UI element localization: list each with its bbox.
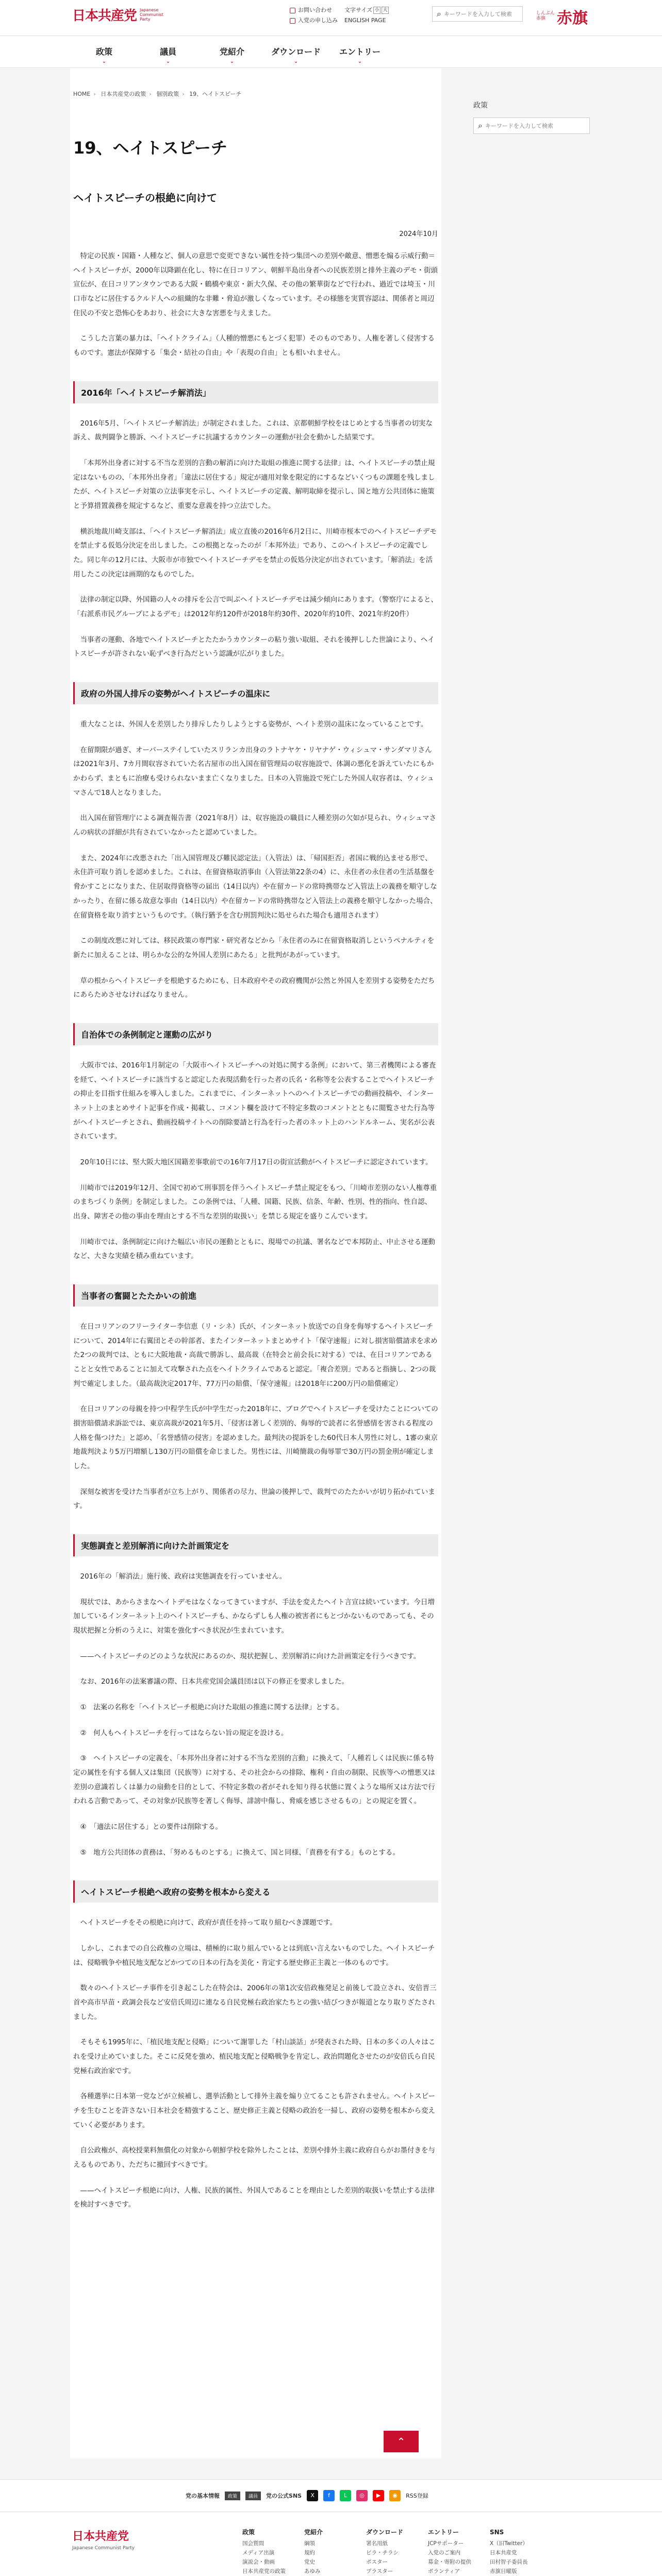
section-paragraph: 出入国在留管理庁による調査報告書（2021年8月）は、収容施設の職員に人種差別の欠如が見られ、ウィシュマさんの病状の詳細が共有されていなかったと認めていました。 [73, 814, 437, 837]
section-paragraph: ⑤ 地方公共団体の責務は、「努めるものとする」に換えて、国と同様、「責務を有する」ものとする。 [80, 1848, 400, 1857]
footer-link[interactable]: 綱領 [304, 2540, 315, 2547]
section-paragraph: 「本邦外出身者に対する不当な差別的言動の解消に向けた取組の推進に関する法律」は、ヘイトスピーチの禁止規定はないものの、「本邦外出身者」「違法に居住する」規定が適用対象を限定的にするなどいくつもの課題を残しましたが、ヘイトスピーチ対策の立法事実を示し、ヘイトスピーチの定義、解明取締を提示し、国と地方公共団体に施策と予算措置義務を規定するなど、重要な意義を持つ立法でした。 [73, 459, 435, 511]
sidebar [473, 100, 590, 134]
section-paragraph: この制度改悪に対しては、移民政策の専門家・研究者などから「永住者のみに在留資格取消しというペナルティを新たに加えることは、明らかな公的な外国人差別にあたる」と批判があがっています。 [73, 937, 435, 959]
section-paragraph: ① 法案の名称を「ヘイトスピーチ根絶に向けた取組の推進に関する法律」とする。 [80, 1703, 344, 1712]
logo-en-line: Communist [140, 12, 163, 17]
section-heading: 実態調査と差別解消に向けた計画策定を [73, 1534, 438, 1556]
article-sections [73, 381, 438, 2212]
nav-label: エントリー [339, 47, 380, 57]
section-paragraph: 現状では、あからさまなヘイトデモはなくなってきていますが、手法を変えたヘイト言宣は続いています。今日増加しているインターネット上のヘイトスピーチも、かならずしも人権の被害者にもとづかないものであっても、その現状把握と分析のうえに、対策を強化すべき状況が生まれています。 [73, 1598, 435, 1635]
section-paragraph: 自公政権が、高校授業料無償化の対象から朝鮮学校を除外したことは、差別や排外主義に政府自らがお墨付きを与えるものであり、ただちに撤回すべきです。 [73, 2146, 435, 2170]
section-paragraph: 川崎市では2019年12月、全国で初めて刑事罰を伴うヘイトスピーチ禁止規定をもつ、「川崎市差別のない人権尊重のまちづくり条例」を制定しました。この条例では、「人種、国籍、民族、信条、年齢、性別、性的指向、性自認、出身、障害その他の事由を理由とする不当な差別的取扱い」を禁じる規定を盛りこんでいます。 [73, 1183, 437, 1221]
logo-english [140, 8, 163, 22]
akahata-logo: 赤旗 [557, 9, 588, 27]
akahata-small-line: 赤旗 [536, 16, 546, 21]
youtube-icon[interactable]: ▶ [373, 2490, 384, 2501]
section-paragraph: 大阪市では、2016年1月制定の「大阪市ヘイトスピーチへの対処に関する条例」において、第三者機関による審査を経て、ヘイトスピーチに該当すると認定した表現活動を行った者の氏名・名称等を公表することでヘイトスピーチの抑止を目指す仕組みを導入しました。これまでに、インターネットへのヘイトスピーチでの動画投稿や、インターネット上のまとめサイト記事を作成・掲載し、コメント欄を設けて不特定多数のコメントとともに閲覧させた行為等がヘイトスピーチとされ、動画投稿サイトへの削除要請と行為を行った者のネット上のハンドルネーム、実名が公表されています。 [73, 1061, 436, 1141]
share-pill-members[interactable]: 議員 [245, 2492, 261, 2500]
section-paragraph: 各種選挙に日本第一党などが立候補し、選挙活動として排外主義を煽り立てることも許されません。ヘイトスピーチを生むことを許さない日本社会を精強すること、歴史修正主義と侵略の政治を一掃し、政府の姿勢を根本から変えていく必要があります。 [73, 2092, 436, 2129]
page-title: 19、ヘイトスピーチ [73, 138, 227, 158]
section-paragraph: ヘイトスピーチをその根絶に向けて、政府が責任を持って取り組むべき課題です。 [80, 1919, 337, 1927]
footer-column [242, 2528, 301, 2576]
font-large-button[interactable]: 大 [382, 7, 389, 14]
chevron-down-icon: ⌄ [166, 59, 171, 64]
footer-column [428, 2528, 487, 2576]
footer-link[interactable]: 署名用紙 [366, 2540, 388, 2547]
section-paragraph: 数々のヘイトスピーチ事件を引き起こした在特会は、2006年の第1次安倍政権発足と前後して設立され、安倍晋三首や高市早苗・政調会長など安倍氏周辺に連なる自民党極右政治家たちとの強い結びつきが報道となり取りざたされました。 [73, 1984, 437, 2021]
join-icon [290, 18, 295, 24]
section-paragraph: そもそも1995年に、「植民地支配と侵略」について謝罪した「村山談話」が発表された時、日本の多くの人々はこれを受け止めていました。そこに反発を強め、植民地支配と侵略戦争を肯定し、政治問題化させたのが安倍氏ら自民党極右政治家です。 [73, 2038, 436, 2075]
footer-link[interactable]: 田村智子委員長 [490, 2559, 528, 2565]
chevron-down-icon: ⌄ [229, 59, 235, 64]
nav-item-download[interactable] [264, 45, 328, 64]
section-paragraph: ——ヘイトスピーチのどのような状況にあるのか、現状把握し、差別解消に向けた計画策定を行うべきです。 [80, 1652, 421, 1660]
nav-label: ダウンロード [271, 47, 321, 57]
sidebar-search-input[interactable] [485, 123, 578, 129]
section-paragraph: また、2024年に改悪された「出入国管理及び難民認定法」（入管法）は、「帰国拒否」者国に戦的込ませる形で、永住許可取り消しを認めました。これは、在留資格取消事由（入管法第22条の4）に、永住者の永住者の生活基盤を脅かすことになりまた、住居取得資格等の届出（14日以内）や在留カードの常時携帯など入管法上の義務を順守しなかったり、在留に係る故意な事由（14日以内）や在留カードの常時携帯など入管法上の義務を順守しなかった場合、在留資格を取り消すというものです。（執行猶予を含む刑罰判決に処せられた場合も適用されます） [73, 854, 437, 920]
akahata-small [536, 11, 555, 22]
header-links [290, 5, 338, 26]
breadcrumb-separator: › [93, 91, 96, 97]
breadcrumb-home[interactable]: HOME [73, 91, 91, 97]
footer-brand [72, 2528, 135, 2576]
x-icon[interactable]: X [307, 2490, 318, 2501]
section-paragraph: 横浜地裁川崎支部は、「ヘイトスピーチ解消法」成立直後の2016年6月2日に、川崎市桜本でのヘイトスピーチデモを禁止する仮処分決定を出しました。この根拠となったのが「本邦外法」であり、このヘイトスピーチの定義でした。同じ年の12月には、大阪市が市独でヘイトスピーチデモを禁止の仮処分決定が出されています。「解消法」を活用したこの決定は画期的なものでした。 [73, 527, 437, 579]
nav-item-policy[interactable] [72, 45, 136, 64]
follow-label: 党の公式SNS [266, 2493, 302, 2499]
intro-paragraph: 特定の民族・国籍・人種など、個人の意思で変更できない属性を持つ集団への差別や敵意、憎悪を煽る示威行動＝ヘイトスピーチが、2000年以降顕在化し、特に在日コリアン、朝鮮半島出身者への民族差別と排外主義のデモ・街頭宣伝が、在日コリアンタウンである大阪・鶴橋や東京・新大久保、その他の繁華街などで行われ、過近では埼玉・川口市などに居住するクルド人への組織的な非難・脅迫が激しくなっています。その様態を実質容認は、関係者と周辺住民の不安と恐怖心をあおり、社会に大きな害悪を与えました。 [73, 252, 438, 317]
footer-link[interactable]: 募金・寄附の提供 [428, 2559, 471, 2565]
footer-link[interactable]: 入党のご案内 [428, 2550, 460, 2556]
section-heading: 政府の外国人排斥の姿勢がヘイトスピーチの温床に [73, 682, 438, 704]
nav-item-entry[interactable] [328, 45, 392, 64]
line-icon[interactable]: L [340, 2490, 351, 2501]
section-paragraph: 2016年の「解消法」施行後、政府は実態調査を行っていません。 [80, 1572, 287, 1581]
section-paragraph: 重大なことは、外国人を差別したり排斥したりしようとする姿勢が、ヘイト差別の温床になっていることです。 [80, 720, 428, 729]
footer-link[interactable]: 日本共産党 [490, 2550, 517, 2556]
section-paragraph: しかし、これまでの自公政権の立場は、積極的に取り組んでいるとは到底い言えないものでした。ヘイトスピーチは、侵略戦争や植民地支配などかつての日本の行為を美化・肯定する歴史修正主義と一体のものです。 [73, 1944, 435, 1967]
article-date: 2024年10月 [399, 230, 438, 238]
chevron-down-icon: ⌄ [357, 59, 362, 64]
nav-item-members[interactable] [136, 45, 200, 64]
section-paragraph: 法律の制定以降、外国籍の人々の排斥を公言で叫ぶヘイトスピーチデモは減少傾向にあります。（警察庁によると、「右派系市民グループによるデモ」は2012年約120件が2018年約30件、2020年約10件、2021年約20件） [73, 596, 438, 619]
akahata-link[interactable] [536, 5, 588, 28]
footer-column [366, 2528, 425, 2576]
section-heading: ヘイトスピーチ根絶へ政府の姿勢を根本から変える [73, 1880, 438, 1903]
section-paragraph: 草の根からヘイトスピーチを根絶するためにも、日本政府やその政府機関が公然と外国人を差別する姿勢をただちにあらためさせなければなりません。 [73, 976, 435, 999]
site-footer [0, 2512, 662, 2576]
nav-item-about[interactable] [200, 45, 264, 64]
font-small-button[interactable]: 小 [373, 7, 380, 14]
section-paragraph: ③ ヘイトスピーチの定義を、「本邦外出身者に対する不当な差別的言動」に換えて、「人種若しくは民族に係る特定の属性を有する個人又は集団（民族等）に対する、その社会からの排除、権利・自由の制限、民族等への憎悪又は差別の意識若しくは暴力の扇動を目的として、不特定多数の者がそれを知り得る状態に置くような場所又は方法で行われる言動であって、その対象が民族等を著しく侮辱、誹謗中傷し、脅威を感じさせるもの」との規定を置く。 [73, 1754, 435, 1806]
section-paragraph: 在日コリアンのフリーライター李信恵（リ・シネ）氏が、インターネット放送での自身を侮辱するヘイトスピーチについて、2014年に右翼団とその幹部者、またインターネットまとめサイト「保守速報」に対し損害賠償請求を求めた2つの裁判では、ともに大阪地裁・高裁で勝訴し、最高裁（在特会と前会長に対する）では、在日コリアンであることと女性であることに加えて攻撃された点をヘイトクライムであると認定。「複合差別」であると指摘し、2つの裁判で確定しました。（最高裁決定2017年、77万円の賠償、「保守速報」は2018年に200万円の賠償確定） [73, 1322, 438, 1388]
contact-link[interactable] [290, 5, 338, 15]
facebook-icon[interactable]: f [323, 2490, 335, 2501]
nav-label: 政策 [95, 47, 112, 57]
footer-link[interactable]: メディア出演 [242, 2550, 275, 2556]
footer-link[interactable]: 演説会・動画 [242, 2559, 275, 2565]
font-size-control [344, 5, 389, 26]
logo-en-line: Party [140, 17, 151, 22]
footer-column-heading: 党紹介 [304, 2529, 323, 2536]
section-heading: 2016年「ヘイトスピーチ解消法」 [73, 381, 438, 403]
nav-label: 党紹介 [219, 47, 244, 57]
footer-link[interactable]: JCPサポーター [428, 2540, 464, 2547]
intro-paragraph: こうした言葉の暴力は、「ヘイトクライム」（人種的憎悪にもとづく犯罪）そのものであり、人権を著しく侵害するものです。憲法が保障する「集会・結社の自由」や「表現の自由」とも相いれません。 [73, 334, 435, 358]
article-subtitle: ヘイトスピーチの根絶に向けて [73, 192, 217, 204]
footer-link[interactable]: ポスター [366, 2559, 388, 2565]
chevron-down-icon: ⌄ [293, 59, 299, 64]
site-header [0, 0, 662, 36]
breadcrumb-separator: › [182, 91, 185, 97]
footer-column-heading: 政策 [242, 2529, 255, 2536]
english-page-link[interactable]: ENGLISH PAGE [344, 17, 386, 24]
footer-link[interactable]: ビラ・チラシ [366, 2550, 399, 2556]
footer-link[interactable]: 党史 [304, 2559, 315, 2565]
footer-link[interactable]: 規約 [304, 2550, 315, 2556]
footer-column-heading: エントリー [428, 2529, 459, 2536]
content-wrapper [0, 68, 662, 2479]
breadcrumb-separator: › [149, 91, 152, 97]
instagram-icon[interactable]: ◎ [356, 2490, 368, 2501]
section-paragraph: 当事者の運動、各地でヘイトスピーチとたたかうカウンターの粘り強い取組、それを後押しした世論により、ヘイトスピーチが許されない恥ずべき行為だという認識が広がりました。 [73, 635, 435, 658]
footer-link[interactable]: ボランティア [428, 2568, 460, 2574]
article-main [70, 68, 441, 2459]
search-icon: ⌕ [437, 9, 441, 19]
footer-link[interactable]: あゆみ [304, 2568, 321, 2574]
sidebar-title: 政策 [473, 101, 488, 110]
join-link-label: 入党の申し込み [298, 17, 338, 24]
rss-label[interactable]: RSS登録 [406, 2493, 428, 2499]
header-search-input[interactable] [444, 11, 516, 18]
breadcrumb-current: 19、ヘイトスピーチ [189, 91, 242, 97]
section-paragraph: ② 何人もヘイトスピーチを行ってはならない旨の規定を設ける。 [80, 1728, 288, 1737]
section-paragraph: 深刻な被害を受けた当事者が立ち上がり、関係者の尽力、世論の後押しで、裁判でのたたかいが切り拓かれています。 [73, 1487, 435, 1511]
article-intro [73, 249, 438, 361]
join-link[interactable] [290, 15, 338, 26]
breadcrumb-policies[interactable]: 日本共産党の政策 [101, 91, 146, 97]
breadcrumb [73, 90, 438, 98]
chevron-down-icon: ⌄ [102, 59, 107, 64]
section-paragraph: ④ 「適法に居住する」との要件は削除する。 [80, 1823, 222, 1832]
font-size-label: 文字サイズ [344, 7, 373, 13]
main-nav [0, 36, 662, 68]
header-search [432, 6, 523, 22]
logo-en-line: Japanese [140, 7, 159, 12]
site-logo[interactable] [72, 5, 163, 24]
rss-icon[interactable]: ◉ [389, 2490, 401, 2501]
mail-icon [290, 8, 295, 13]
section-paragraph: 在留期限が過ぎ、オーバーステイしていたスリランカ出身のラトナヤケ・リヤナゲ・ウィシュマ・サンダマリさんは2021年3月、7カ月間収容されていた名古屋市の出入国在留管理局の収容施設で、体調の悪化を訴えていたにもかかわらず、まともに治療も受けられないまま亡くなりました。日本の入管施設で死亡した外国人収容者は、ウィシュマさんで18人となりました。 [73, 745, 434, 797]
share-label: 党の基本情報 [186, 2493, 220, 2499]
footer-link[interactable]: プラスター [366, 2568, 393, 2574]
footer-columns [242, 2528, 549, 2576]
section-heading: 当事者の奮闘とたたかいの前進 [73, 1284, 438, 1307]
share-pill-policy[interactable]: 政策 [225, 2492, 240, 2500]
akahata-small-line: しんぶん [536, 11, 555, 16]
section-heading: 自治体での条例制定と運動の広がり [73, 1023, 438, 1045]
search-icon: ⌕ [478, 121, 483, 130]
section-paragraph: 在日コリアンの母親を持つ中程学生氏が中学生だった2018年に、ブログでヘイトスピーチを受けたことについての損害賠償請求訴訟では、東京高裁が2021年5月、「侵害は著しく差別的、侮辱的で読者に名誉感情を害される程度の人格を傷つけた」と認め、「名誉感情の侵害」を認めました。最判決の提訴をした60代日本人男性に対し、1審の東京地裁判決より5万円増額し130万円の賠償を命じました。男性には、川崎簡裁の侮辱罪で30万円の罰金刑が確定しました。 [73, 1405, 438, 1470]
nav-label: 議員 [159, 47, 176, 57]
section-paragraph: 2016年5月、「ヘイトスピーチ解消法」が制定されました。これは、京都朝鮮学校をはじめとする当事者の切実な訴え、裁判闘争と勝訴、ヘイトスピーチに抗議するカウンターの運動が社会を動かした結果です。 [73, 419, 433, 442]
footer-logo-en: Japanese Communist Party [72, 2546, 135, 2551]
footer-column-heading: SNS [490, 2529, 504, 2536]
footer-column [490, 2528, 549, 2576]
contact-link-label: お問い合わせ [298, 7, 332, 13]
section-paragraph: 20年10日には、堅大阪大地区国籍差事歌前での16年7月17日の街宣活動がヘイトスピーチに認定されています。 [80, 1158, 433, 1166]
section-paragraph: 川崎市では、条例制定に向けた幅広い市民の運動とともに、現場での抗議、署名などで本邦防止、中止させる運動など、大きな実績を積み重ねています。 [73, 1238, 435, 1261]
sidebar-search [473, 117, 590, 134]
logo-text: 日本共産党 [72, 8, 137, 24]
footer-link[interactable]: 日本共産党の政策 [242, 2568, 286, 2574]
footer-link[interactable]: X（旧Twitter） [490, 2540, 528, 2547]
section-paragraph: ——ヘイトスピーチ根絶に向け、人権、民族的属性、外国人であることを理由とした差別的取扱いを禁止する法律を検討すべきです。 [73, 2186, 435, 2209]
footer-column-heading: ダウンロード [366, 2529, 404, 2536]
breadcrumb-individual[interactable]: 個別政策 [156, 91, 179, 97]
footer-logo[interactable]: 日本共産党 [72, 2530, 129, 2543]
section-paragraph: なお、2016年の法案審議の際、日本共産党国会議員団は以下の修正を要求しました。 [80, 1677, 349, 1686]
footer-link[interactable]: 赤旗日曜版 [490, 2568, 517, 2574]
footer-link[interactable]: 国会質問 [242, 2540, 264, 2547]
share-bar [0, 2479, 662, 2512]
footer-column [304, 2528, 363, 2576]
back-to-top-button[interactable]: ⌃ [384, 2431, 419, 2452]
